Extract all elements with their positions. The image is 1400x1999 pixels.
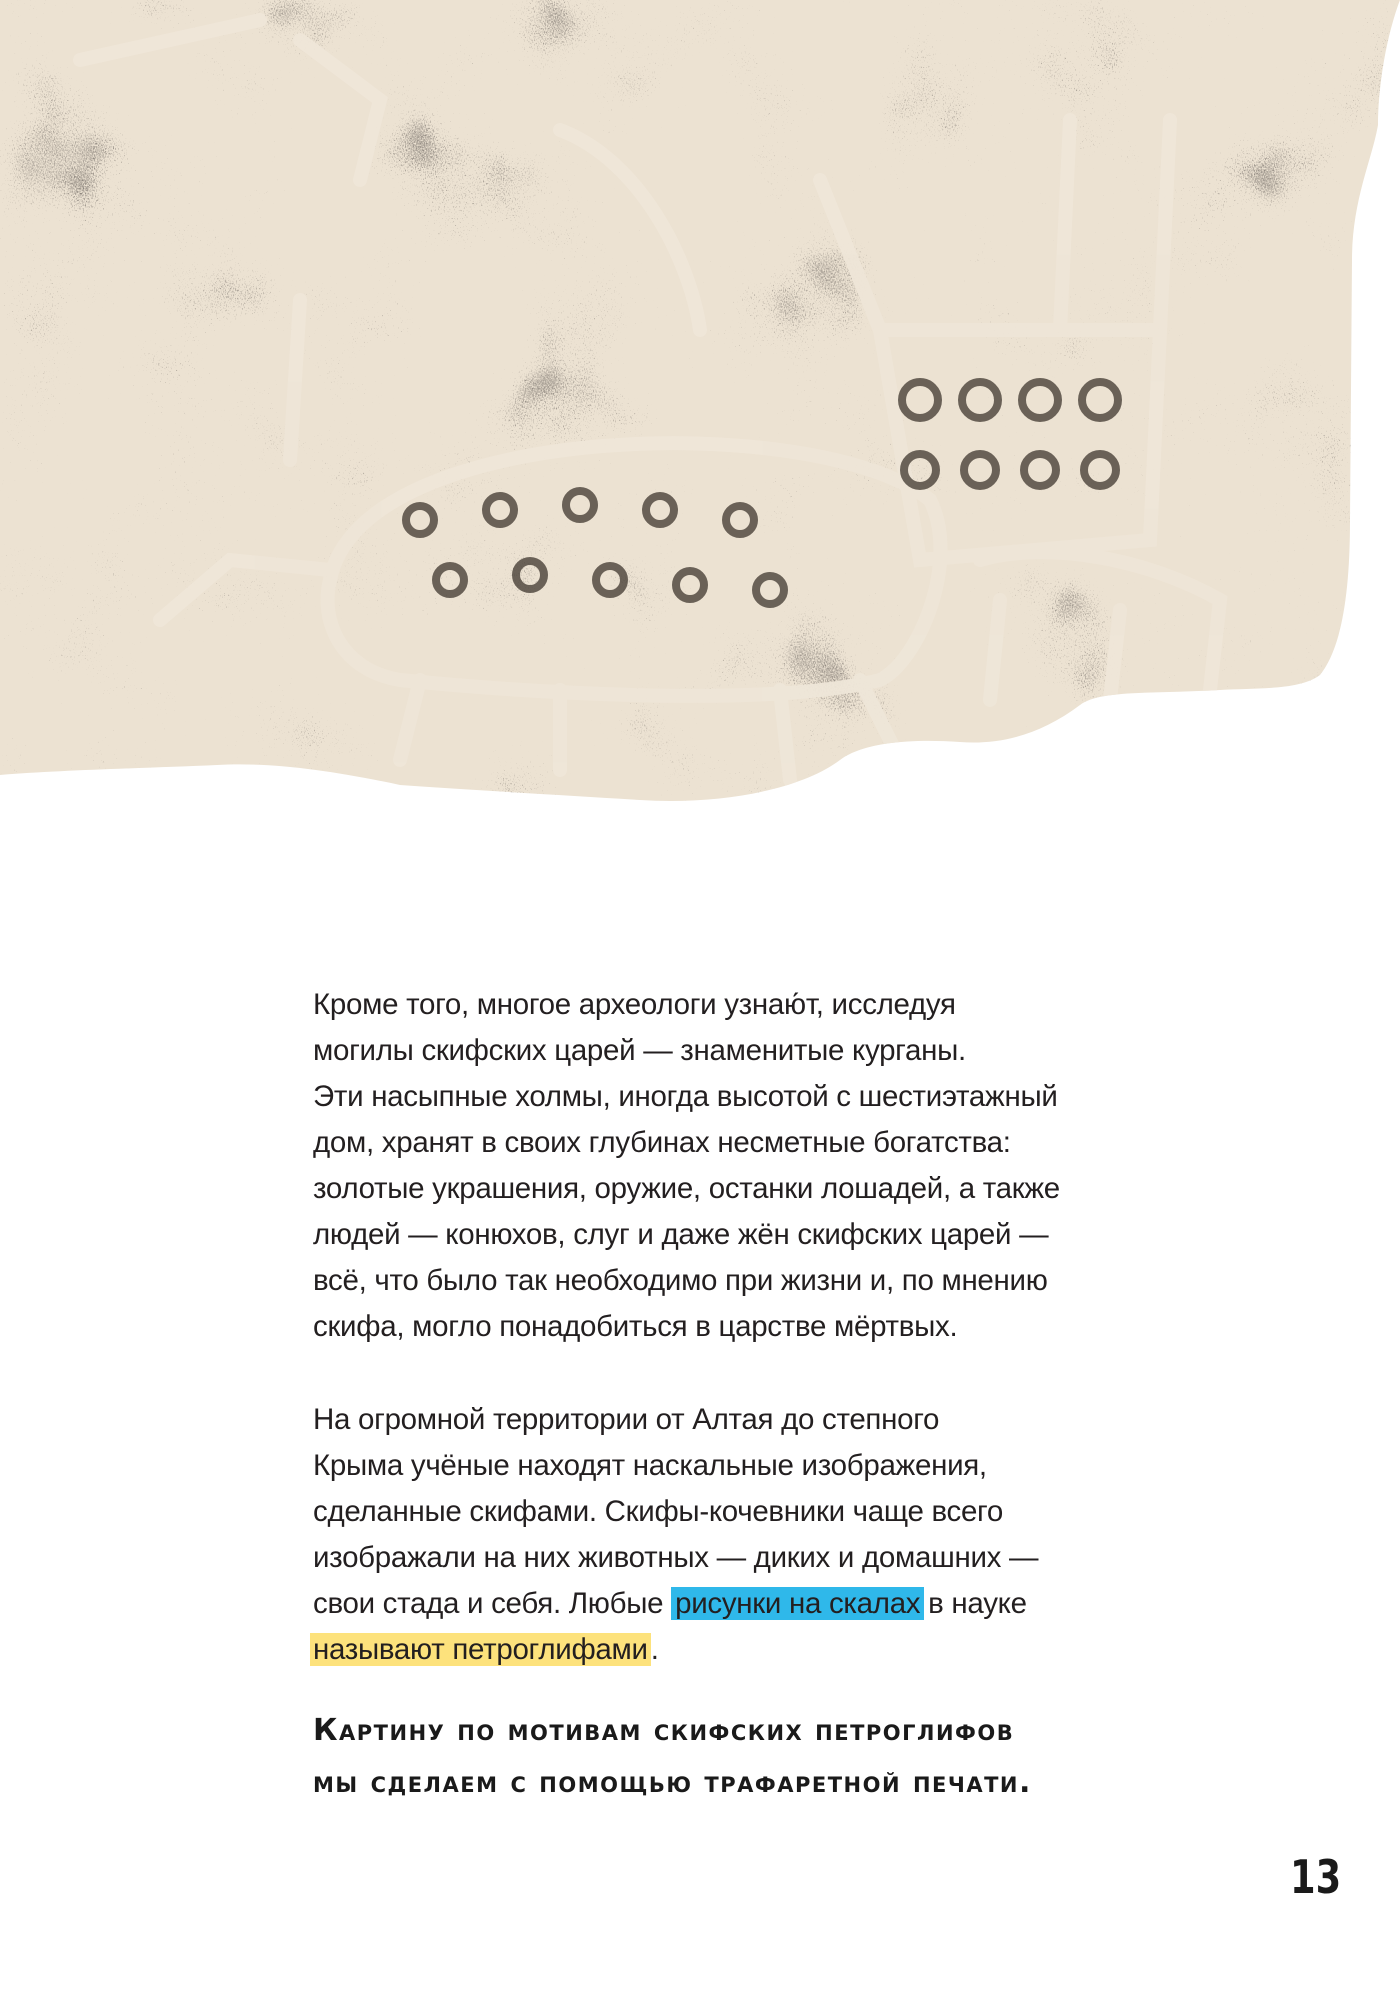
text-line: изображали на них животных — диких и домашних — bbox=[313, 1541, 1039, 1574]
highlight-yellow: называют петроглифами bbox=[310, 1633, 651, 1666]
text-line: сделанные скифами. Скифы-кочевники чаще всего bbox=[313, 1495, 1003, 1528]
text-line: всё, что было так необходимо при жизни и, по мнению bbox=[313, 1264, 1048, 1297]
text-span: в науке bbox=[920, 1587, 1027, 1620]
text-line: скифа, могло понадобиться в царстве мёртвых. bbox=[313, 1310, 958, 1343]
highlight-blue: рисунки на скалах bbox=[671, 1587, 924, 1620]
petroglyph-illustration bbox=[0, 0, 1400, 820]
text-line bbox=[313, 1581, 1213, 1627]
text-line: Крыма учёные находят наскальные изображения, bbox=[313, 1449, 987, 1482]
text-line: золотые украшения, оружие, останки лошадей, а также bbox=[313, 1172, 1060, 1205]
callout-line: мы сделаем с помощью трафаретной печати. bbox=[313, 1765, 1032, 1800]
callout-heading bbox=[313, 1705, 1313, 1809]
text-line: На огромной территории от Алтая до степного bbox=[313, 1403, 940, 1436]
text-line: дом, хранят в своих глубинах несметные богатства: bbox=[313, 1126, 1011, 1159]
text-line: Кроме того, многое археологи узнаю́т, исследуя bbox=[313, 988, 956, 1021]
text-line: людей — конюхов, слуг и даже жён скифских царей — bbox=[313, 1218, 1049, 1251]
text-line bbox=[313, 1627, 1213, 1673]
text-line: Эти насыпные холмы, иногда высотой с шестиэтажный bbox=[313, 1080, 1058, 1113]
page-number: 13 bbox=[1290, 1850, 1342, 1904]
paragraph-petroglyphs bbox=[313, 1397, 1213, 1673]
text-span: свои стада и себя. Любые bbox=[313, 1587, 672, 1620]
text-line: могилы скифских царей — знаменитые курганы. bbox=[313, 1034, 966, 1067]
text-span: . bbox=[650, 1633, 659, 1666]
paragraph-kurgans bbox=[313, 982, 1213, 1350]
callout-line: Картину по мотивам скифских петроглифов bbox=[313, 1713, 1015, 1748]
